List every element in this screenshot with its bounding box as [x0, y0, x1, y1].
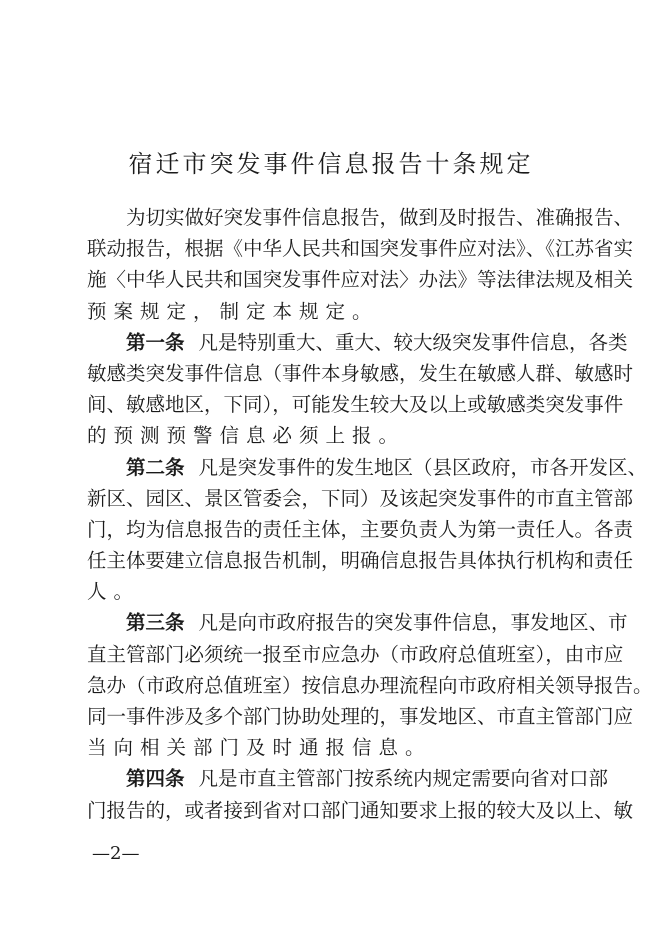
text-line: [87, 763, 609, 794]
text-line: [87, 420, 576, 451]
paragraph: [87, 327, 634, 452]
text-line: [87, 358, 634, 389]
line-text: 当向相关部门及时通报信息。: [87, 736, 432, 760]
text-line: [87, 701, 634, 732]
text-line: [87, 264, 634, 295]
line-text: 直主管部门必须统一报至市应急办（市政府总值班室），由市应: [87, 642, 624, 666]
line-text: 联动报告，根据《中华人民共和国突发事件应对法》、《江苏省实: [87, 237, 634, 261]
text-line: [87, 514, 634, 545]
line-text: 凡是突发事件的发生地区（县区政府，市各开发区、: [198, 455, 648, 479]
text-line: [87, 545, 634, 576]
text-line: [87, 483, 634, 514]
line-text: 凡是市直主管部门按系统内规定需要向省对口部: [198, 767, 609, 791]
text-line: [87, 607, 628, 638]
article-label: 第一条: [126, 330, 185, 354]
document-body: [87, 202, 653, 826]
paragraph: [87, 202, 634, 327]
text-line: [87, 452, 648, 483]
line-text: 间、敏感地区，下同），可能发生较大及以上或敏感类突发事件: [87, 393, 624, 417]
line-text: 为切实做好突发事件信息报告，做到及时报告、准确报告、: [126, 206, 634, 229]
line-text: 凡是特别重大、重大、较大级突发事件信息，各类: [198, 330, 628, 354]
document-title: 宿迁市突发事件信息报告十条规定: [128, 150, 534, 178]
line-text: 急办（市政府总值班室）按信息办理流程向市政府相关领导报告。: [87, 673, 653, 697]
line-text: 人。: [87, 580, 141, 604]
line-text: 预案规定，制定本规定。: [87, 299, 379, 323]
text-line: [87, 639, 624, 670]
line-text: 施〈中华人民共和国突发事件应对法〉办法》等法律法规及相关: [87, 268, 634, 292]
line-text: 凡是向市政府报告的突发事件信息，事发地区、市: [198, 611, 628, 635]
text-line: [87, 327, 628, 358]
line-text: 同一事件涉及多个部门协助处理的，事发地区、市直主管部门应: [87, 705, 634, 728]
page-number: —2—: [92, 843, 140, 864]
article-label: 第四条: [126, 767, 185, 791]
text-line: [87, 296, 576, 327]
line-text: 敏感类突发事件信息（事件本身敏感，发生在敏感人群、敏感时: [87, 361, 634, 385]
text-line: [87, 670, 653, 701]
article-label: 第二条: [126, 455, 185, 479]
paragraph: [87, 452, 648, 608]
text-line: [87, 233, 634, 264]
line-text: 门报告的，或者接到省对口部门通知要求上报的较大及以上、敏: [87, 798, 634, 822]
line-text: 门，均为信息报告的责任主体，主要负责人为第一责任人。各责: [87, 517, 634, 541]
paragraph: [87, 607, 653, 763]
text-line: [87, 732, 576, 763]
paragraph: [87, 763, 634, 825]
line-text: 新区、园区、景区管委会，下同）及该起突发事件的市直主管部: [87, 486, 634, 510]
line-text: 任主体要建立信息报告机制，明确信息报告具体执行机构和责任: [87, 549, 634, 573]
text-line: [87, 389, 624, 420]
line-text: 的预测预警信息必须上报。: [87, 424, 406, 448]
text-line: [87, 576, 576, 607]
text-line: [87, 795, 634, 826]
article-label: 第三条: [126, 611, 185, 635]
text-line: [87, 202, 634, 233]
